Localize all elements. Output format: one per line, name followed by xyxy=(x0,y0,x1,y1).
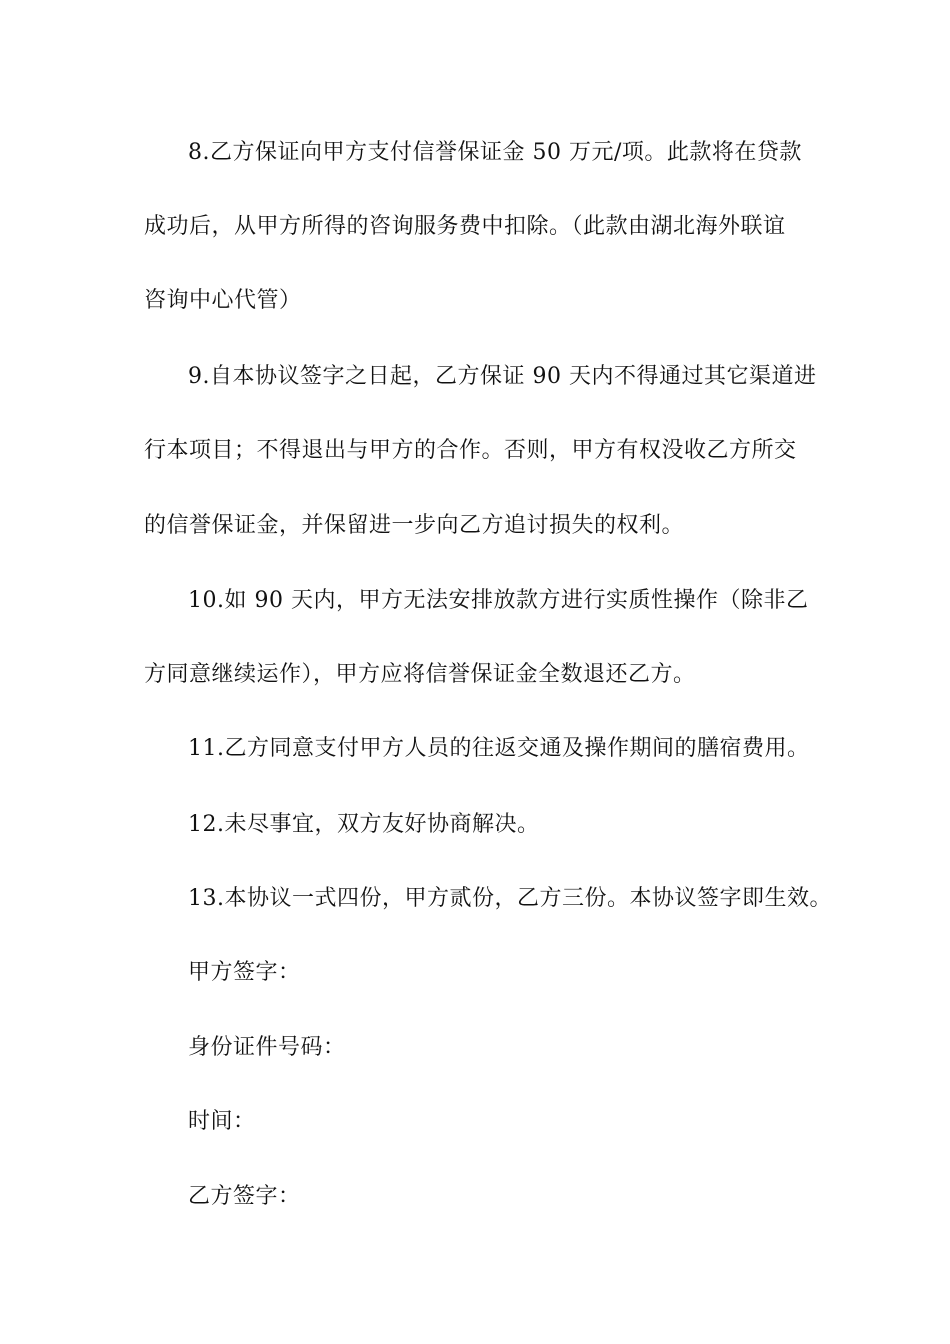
clause-8-line-3: 咨询中心代管） xyxy=(144,288,302,313)
clause-11: 11.乙方同意支付甲方人员的往返交通及操作期间的膳宿费用。 xyxy=(188,736,810,761)
clause-9-line-1: 9.自本协议签字之日起，乙方保证 90 天内不得通过其它渠道进 xyxy=(188,364,817,389)
id-number-label: 身份证件号码： xyxy=(188,1035,346,1060)
clause-8-line-1: 8.乙方保证向甲方支付信誉保证金 50 万元/项。此款将在贷款 xyxy=(188,140,802,165)
party-b-signature-label: 乙方签字： xyxy=(188,1184,301,1209)
party-a-signature-label: 甲方签字： xyxy=(188,960,301,985)
clause-13: 13.本协议一式四份，甲方贰份，乙方三份。本协议签字即生效。 xyxy=(188,886,832,911)
clause-9-line-2: 行本项目；不得退出与甲方的合作。否则，甲方有权没收乙方所交 xyxy=(144,438,797,463)
clause-10-line-2: 方同意继续运作），甲方应将信誉保证金全数退还乙方。 xyxy=(144,662,696,687)
clause-9-line-3: 的信誉保证金，并保留进一步向乙方追讨损失的权利。 xyxy=(144,513,685,538)
clause-8-line-2: 成功后，从甲方所得的咨询服务费中扣除。（此款由湖北海外联谊 xyxy=(144,214,786,239)
clause-10-line-1: 10.如 90 天内，甲方无法安排放款方进行实质性操作（除非乙 xyxy=(188,588,809,613)
clause-12: 12.未尽事宜，双方友好协商解决。 xyxy=(188,812,540,837)
time-label: 时间： xyxy=(188,1109,256,1134)
